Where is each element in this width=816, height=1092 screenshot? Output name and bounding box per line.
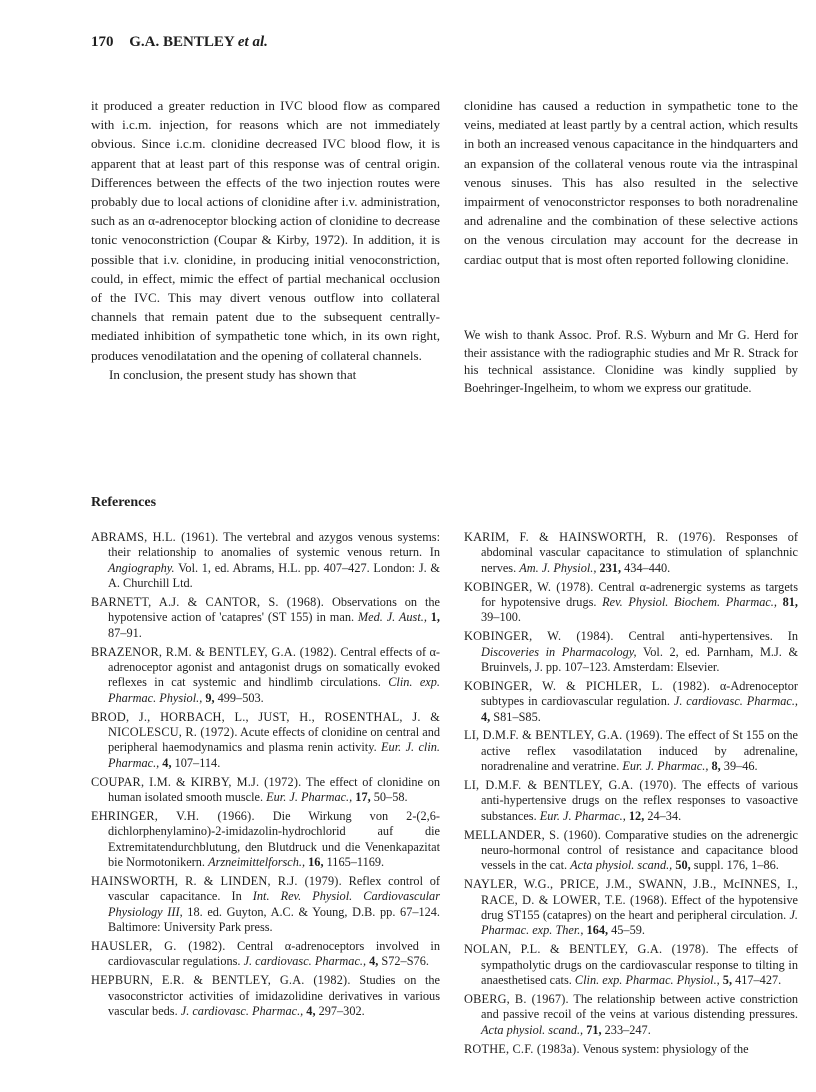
reference-journal: Acta physiol. scand.,: [481, 1022, 584, 1037]
reference-title: Observations on the hypotensive action of 'catapres' (ST 155) in man.: [108, 595, 440, 625]
reference-item: [91, 595, 440, 641]
reference-details: Vol. 2, ed. Parnham, M.J. & Bruinvels, J. pp. 107–123. Amsterdam: Elsevier.: [481, 644, 799, 675]
reference-volume: 4,: [159, 755, 172, 770]
body-column-right: [464, 96, 798, 269]
reference-details: 18. ed. Guyton, A.C. & Young, D.B. pp. 67–124. Baltimore: University Park press.: [108, 904, 441, 935]
reference-authors: OBERG, B. (1967).: [464, 991, 569, 1006]
reference-authors: BROD, J., HORBACH, L., JUST, H., ROSENTHAL, J. & NICOLESCU, R. (1972).: [91, 709, 440, 740]
reference-title: The effects of various anti-hypertensive drugs on the reflex responses to vasoactive substances.: [481, 778, 798, 823]
reference-item: [91, 775, 440, 806]
references-column-right: [464, 530, 798, 1060]
reference-title: Reflex control of vascular capacitance. In: [108, 873, 440, 904]
page-number: 170: [91, 34, 114, 50]
reference-authors: MELLANDER, S. (1960).: [464, 827, 601, 842]
reference-journal: Int. Rev. Physiol. Cardiovascular Physiology III,: [108, 889, 440, 919]
reference-pages: 39–100.: [481, 610, 521, 625]
reference-volume: 5,: [719, 973, 733, 988]
references-column-left: [91, 530, 440, 1023]
reference-journal: J. cardiovasc. Pharmac.,: [673, 694, 799, 709]
reference-item: [91, 874, 440, 936]
reference-volume: 4,: [366, 954, 379, 969]
reference-authors: HAINSWORTH, R. & LINDEN, R.J. (1979).: [91, 873, 342, 888]
reference-pages: 50–58.: [370, 790, 408, 805]
reference-item: [91, 645, 440, 707]
reference-volume: 1,: [426, 610, 440, 625]
reference-volume: 164,: [583, 923, 609, 938]
reference-authors: COUPAR, I.M. & KIRBY, M.J. (1972).: [91, 774, 302, 789]
reference-journal: Clin. exp. Pharmac. Physiol.,: [574, 973, 720, 988]
reference-journal: J. cardiovasc. Pharmac.,: [243, 954, 367, 969]
reference-title: Die Wirkung von 2-(2,6-dichlorphenylamino)-2-imidazolin-hydrochlorid auf die Extremitatendurchblutung, den Blutdruck und die Venenkapazitat bie Normotonikern.: [108, 808, 440, 870]
reference-pages: suppl. 176, 1–86.: [690, 858, 779, 873]
reference-authors: NOLAN, P.L. & BENTLEY, G.A. (1978).: [464, 942, 709, 957]
body-column-left: [91, 96, 440, 384]
reference-journal: Angiography.: [108, 560, 175, 575]
reference-pages: 417–427.: [732, 973, 782, 988]
reference-volume: 231,: [596, 560, 622, 575]
reference-authors: EHRINGER, V.H. (1966).: [91, 808, 255, 823]
reference-item: [464, 992, 798, 1038]
running-header: [91, 34, 268, 51]
reference-pages: S81–S85.: [490, 709, 541, 724]
reference-title: Effect of the hypotensive drug ST155 (catapres) on the heart and peripheral circulation.: [481, 892, 798, 923]
reference-item: [464, 778, 798, 824]
reference-item: [91, 530, 440, 592]
reference-authors: KOBINGER, W. (1984).: [464, 629, 614, 644]
et-al: et al.: [237, 34, 268, 50]
reference-authors: BRAZENOR, R.M. & BENTLEY, G.A. (1982).: [91, 644, 337, 659]
reference-pages: 87–91.: [108, 625, 142, 640]
reference-journal: Discoveries in Pharmacology,: [481, 644, 637, 659]
reference-authors: HAUSLER, G. (1982).: [91, 938, 226, 953]
reference-title: The effects of sympatholytic drugs on the cardiovascular response to tilting in anaesthetised cats.: [481, 942, 798, 988]
reference-pages: 39–46.: [720, 759, 758, 774]
reference-authors: HEPBURN, E.R. & BENTLEY, G.A. (1982).: [91, 973, 351, 988]
reference-title: Central α-adrenoceptors involved in cardiovascular regulations.: [108, 938, 440, 969]
reference-pages: 1165–1169.: [323, 855, 385, 870]
reference-title: Studies on the vasoconstrictor activities of imidazolidine derivatives in various vascular beds.: [108, 973, 440, 1018]
reference-title: Central α-adrenergic systems as targets for hypotensive drugs.: [481, 579, 798, 610]
reference-item: [464, 728, 798, 774]
running-head-authors: G.A. BENTLEY et al.: [129, 34, 268, 50]
reference-volume: 4,: [303, 1003, 316, 1018]
reference-journal: Eur. J. Pharmac.,: [622, 759, 709, 774]
reference-journal: Eur. J. Pharmac.,: [539, 808, 626, 823]
acknowledgement: [464, 327, 798, 397]
reference-journal: Am. J. Physiol.,: [519, 560, 597, 575]
reference-authors: KOBINGER, W. (1978).: [464, 579, 594, 594]
reference-journal: Eur. J. Pharmac.,: [266, 790, 353, 805]
reference-item: [464, 679, 798, 725]
reference-pages: 434–440.: [621, 560, 671, 575]
reference-volume: 50,: [672, 858, 691, 873]
reference-volume: 81,: [776, 595, 798, 610]
reference-pages: 297–302.: [315, 1003, 365, 1018]
reference-authors: BARNETT, A.J. & CANTOR, S. (1968).: [91, 595, 325, 610]
body-paragraph: In conclusion, the present study has shown that: [109, 366, 357, 382]
reference-item: [91, 809, 440, 871]
reference-authors: KOBINGER, W. & PICHLER, L. (1982).: [464, 678, 711, 693]
reference-item: [464, 942, 798, 988]
reference-authors: LI, D.M.F. & BENTLEY, G.A. (1969).: [464, 728, 663, 743]
reference-journal: Rev. Physiol. Biochem. Pharmac.,: [602, 595, 777, 610]
reference-title: The relationship between active constriction and passive recoil of the veins at various distending pressures.: [481, 991, 799, 1022]
reference-volume: 9,: [202, 690, 215, 705]
body-paragraph: it produced a greater reduction in IVC blood flow as compared with i.c.m. injection, for reasons which are not immediately obvious. Since i.c.m. clonidine decreased IVC blood flow, it is apparent that at least part of this response was of central origin. Differences between the effects of the two injection routes were probably due to local actions of clonidine after i.v. administration, such as an α-adrenoceptor blocking action of clonidine to decrease tonic venoconstriction (Coupar & Kirby, 1972). In addition, it is possible that i.v. clonidine, in producing initial venoconstriction, could, in effect, mimic the effect of partial mechanical occlusion of the IVC. This may divert venous outflow into collateral channels that remain patent due to the subsequent centrally-mediated inhibition of sympathetic tone which, in its own right, produces venodilatation and the opening of collateral channels.: [91, 98, 440, 363]
reference-title: The effect of clonidine on human isolated smooth muscle.: [108, 774, 441, 805]
reference-pages: 499–503.: [214, 690, 264, 705]
reference-item: [91, 710, 440, 772]
reference-authors: NAYLER, W.G., PRICE, J.M., SWANN, J.B., McINNES, I., RACE, D. & LOWER, T.E. (1968).: [464, 877, 798, 907]
reference-journal: Clin. exp. Pharmac. Physiol.,: [108, 675, 440, 705]
reference-journal: Eur. J. clin. Pharmac.,: [108, 740, 440, 770]
reference-volume: 17,: [352, 790, 371, 805]
references-heading: References: [91, 495, 157, 510]
reference-volume: 12,: [625, 808, 645, 823]
reference-journal: J. cardiovasc. Pharmac.,: [180, 1003, 304, 1018]
reference-journal: Arzneimittelforsch.,: [208, 855, 306, 870]
reference-item: [91, 973, 440, 1019]
body-paragraph: clonidine has caused a reduction in sympathetic tone to the veins, mediated at least partly by a central action, which results in both an increased venous capacitance in the hindquarters and an expansion of the collateral venous route via the intraspinal venous sinuses. This has also resulted in the selective impairment of venoconstrictor responses to both noradrenaline and adrenaline and the combination of these selective actions on the venous circulation may account for the decrease in cardiac output that is most often reported following clonidine.: [464, 98, 798, 267]
reference-volume: 8,: [708, 759, 721, 774]
reference-item: [91, 939, 440, 970]
reference-item: [464, 828, 798, 874]
reference-pages: 107–114.: [171, 755, 221, 770]
reference-item: [464, 629, 798, 675]
reference-title: Comparative studies on the adrenergic neuro-hormonal control of resistance and capacitance blood vessels in the cat.: [481, 827, 798, 873]
reference-journal: Acta physiol. scand.,: [570, 858, 673, 873]
reference-title: Venous system: physiology of the: [579, 1041, 749, 1056]
acknowledgement-text: We wish to thank Assoc. Prof. R.S. Wyburn and Mr G. Herd for their assistance with the radiographic studies and Mr R. Strack for his technical assistance. Clonidine was kindly supplied by Boehringer-Ingelheim, to whom we express our gratitude.: [464, 328, 798, 395]
reference-title: Central effects of α-adrenoceptor agonist and antagonist drugs on somatically evoked reflexes in cat systemic and hindlimb circulations.: [108, 644, 440, 690]
reference-pages: 233–247.: [601, 1022, 651, 1037]
reference-item: [464, 580, 798, 626]
reference-title: The effect of St 155 on the active reflex vasodilatation induced by adrenaline, noradrenaline and veratrine.: [481, 728, 798, 774]
reference-details: Vol. 1, ed. Abrams, H.L. pp. 407–427. London: J. & A. Churchill Ltd.: [108, 560, 440, 591]
reference-journal: Med. J. Aust.,: [357, 610, 427, 625]
reference-volume: 4,: [481, 709, 491, 724]
reference-title: Acute effects of clonidine on central and peripheral haemodynamics and plasma renin activity.: [108, 725, 441, 755]
reference-title: α-Adrenoceptor subtypes in cardiovascular regulation.: [481, 678, 799, 709]
reference-volume: 16,: [305, 855, 324, 870]
reference-pages: 24–34.: [644, 808, 682, 823]
reference-title: Responses of abdominal vascular capacitance to stimulation of splanchnic nerves.: [481, 530, 798, 575]
reference-pages: S72–S76.: [378, 954, 429, 969]
reference-authors: ABRAMS, H.L. (1961).: [91, 530, 219, 544]
reference-authors: ROTHE, C.F. (1983a).: [464, 1041, 580, 1056]
reference-authors: LI, D.M.F. & BENTLEY, G.A. (1970).: [464, 778, 677, 793]
reference-authors: KARIM, F. & HAINSWORTH, R. (1976).: [464, 530, 716, 544]
reference-title: The vertebral and azygos venous systems: their relationship to anomalies of systemic venous return. In: [108, 530, 440, 560]
reference-title: Central anti-hypertensives. In: [613, 629, 798, 644]
reference-item: [464, 1042, 798, 1057]
reference-volume: 71,: [583, 1022, 602, 1037]
reference-item: [464, 877, 798, 939]
reference-pages: 45–59.: [608, 923, 645, 938]
reference-item: [464, 530, 798, 576]
reference-journal: J. Pharmac. exp. Ther.,: [481, 908, 798, 938]
